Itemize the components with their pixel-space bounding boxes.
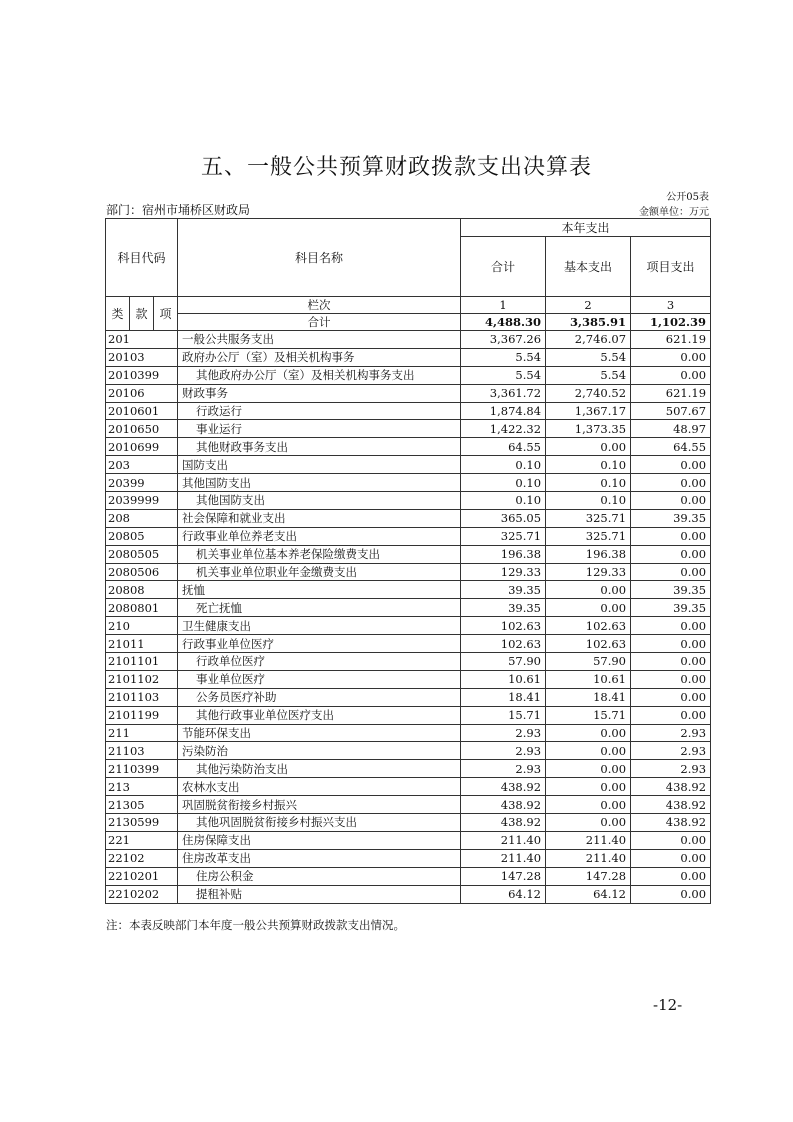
row-code: 208: [106, 509, 178, 527]
table-row: [106, 402, 711, 420]
table-row: [106, 366, 711, 384]
row-name: 节能环保支出: [178, 724, 461, 742]
table-row: [106, 796, 711, 814]
row-project: 438.92: [631, 814, 711, 832]
footnote: 注：本表反映部门本年度一般公共预算财政拨款支出情况。: [106, 918, 405, 932]
row-total: 102.63: [461, 635, 546, 653]
table-row: [106, 581, 711, 599]
row-name: 其他污染防治支出: [178, 760, 461, 778]
row-total: 438.92: [461, 814, 546, 832]
row-basic: 147.28: [546, 867, 631, 885]
row-code: 2010601: [106, 402, 178, 420]
row-basic: 57.90: [546, 653, 631, 671]
row-project: 0.00: [631, 348, 711, 366]
row-code: 2080506: [106, 563, 178, 581]
row-project: 48.97: [631, 420, 711, 438]
row-project: 39.35: [631, 509, 711, 527]
table-body: [106, 331, 711, 904]
header-code: 科目代码: [106, 219, 178, 297]
row-total: 5.54: [461, 348, 546, 366]
row-total: 3,367.26: [461, 331, 546, 349]
row-basic: 0.00: [546, 814, 631, 832]
row-name: 巩固脱贫衔接乡村振兴: [178, 796, 461, 814]
row-total: 2.93: [461, 760, 546, 778]
table-row: [106, 742, 711, 760]
row-code: 2101101: [106, 653, 178, 671]
row-total: 0.10: [461, 474, 546, 492]
row-total: 438.92: [461, 778, 546, 796]
row-code: 20103: [106, 348, 178, 366]
row-basic: 0.00: [546, 581, 631, 599]
table-row: [106, 492, 711, 510]
table-row: [106, 420, 711, 438]
row-basic: 2,740.52: [546, 384, 631, 402]
table-row: [106, 670, 711, 688]
header-lei: 类: [106, 297, 130, 331]
row-name: 行政事业单位医疗: [178, 635, 461, 653]
row-project: 0.00: [631, 867, 711, 885]
header-xiang: 项: [154, 297, 178, 331]
table-row: [106, 814, 711, 832]
row-total: 129.33: [461, 563, 546, 581]
row-basic: 196.38: [546, 545, 631, 563]
department-label: 部门：宿州市埇桥区财政局: [106, 203, 251, 217]
table-row: [106, 563, 711, 581]
header-kuan: 款: [130, 297, 154, 331]
row-code: 2080505: [106, 545, 178, 563]
row-total: 64.12: [461, 885, 546, 903]
row-name: 机关事业单位职业年金缴费支出: [178, 563, 461, 581]
row-total: 147.28: [461, 867, 546, 885]
row-code: 203: [106, 456, 178, 474]
row-code: 2101199: [106, 706, 178, 724]
row-project: 0.00: [631, 456, 711, 474]
table-row: [106, 688, 711, 706]
header-name: 科目名称: [178, 219, 461, 297]
row-code: 2110399: [106, 760, 178, 778]
table-row: [106, 545, 711, 563]
row-project: 64.55: [631, 438, 711, 456]
row-total: 1,874.84: [461, 402, 546, 420]
table-row: [106, 653, 711, 671]
row-basic: 0.00: [546, 742, 631, 760]
row-name: 政府办公厅（室）及相关机构事务: [178, 348, 461, 366]
row-name: 卫生健康支出: [178, 617, 461, 635]
header-basic: 基本支出: [546, 237, 631, 297]
row-name: 行政运行: [178, 402, 461, 420]
row-name: 事业单位医疗: [178, 670, 461, 688]
table-row: [106, 474, 711, 492]
total-project: 1,102.39: [631, 314, 711, 331]
row-total: 211.40: [461, 849, 546, 867]
table-row: [106, 438, 711, 456]
row-total: 39.35: [461, 599, 546, 617]
row-total: 211.40: [461, 831, 546, 849]
row-basic: 64.12: [546, 885, 631, 903]
row-basic: 0.00: [546, 778, 631, 796]
row-total: 5.54: [461, 366, 546, 384]
row-total: 57.90: [461, 653, 546, 671]
row-name: 行政事业单位养老支出: [178, 527, 461, 545]
table-row: [106, 760, 711, 778]
row-total: 64.55: [461, 438, 546, 456]
row-project: 621.19: [631, 331, 711, 349]
page-number: -12-: [653, 996, 683, 1014]
row-basic: 0.00: [546, 724, 631, 742]
row-basic: 0.00: [546, 760, 631, 778]
row-project: 0.00: [631, 849, 711, 867]
row-name: 住房公积金: [178, 867, 461, 885]
row-basic: 0.00: [546, 438, 631, 456]
row-code: 2010399: [106, 366, 178, 384]
row-code: 20106: [106, 384, 178, 402]
row-name: 其他巩固脱贫衔接乡村振兴支出: [178, 814, 461, 832]
row-name: 行政单位医疗: [178, 653, 461, 671]
total-label: 合计: [178, 314, 461, 331]
row-total: 365.05: [461, 509, 546, 527]
row-project: 0.00: [631, 831, 711, 849]
row-code: 221: [106, 831, 178, 849]
row-basic: 129.33: [546, 563, 631, 581]
row-basic: 325.71: [546, 509, 631, 527]
row-basic: 15.71: [546, 706, 631, 724]
row-total: 196.38: [461, 545, 546, 563]
row-total: 2.93: [461, 724, 546, 742]
row-project: 39.35: [631, 581, 711, 599]
row-basic: 18.41: [546, 688, 631, 706]
row-code: 2010650: [106, 420, 178, 438]
table-row: [106, 384, 711, 402]
row-total: 18.41: [461, 688, 546, 706]
unit-label: 金额单位：万元: [639, 207, 709, 218]
row-total: 325.71: [461, 527, 546, 545]
header-total: 合计: [461, 237, 546, 297]
row-code: 20399: [106, 474, 178, 492]
row-name: 污染防治: [178, 742, 461, 760]
row-total: 0.10: [461, 456, 546, 474]
row-project: 0.00: [631, 635, 711, 653]
lanci-3: 3: [631, 297, 711, 314]
row-name: 其他国防支出: [178, 474, 461, 492]
row-basic: 0.00: [546, 796, 631, 814]
row-name: 其他行政事业单位医疗支出: [178, 706, 461, 724]
table-row: [106, 724, 711, 742]
table-row: [106, 635, 711, 653]
row-project: 0.00: [631, 366, 711, 384]
table-row: [106, 706, 711, 724]
row-code: 21011: [106, 635, 178, 653]
row-code: 213: [106, 778, 178, 796]
table-row: [106, 778, 711, 796]
header-current-year: 本年支出: [461, 219, 711, 237]
row-code: 201: [106, 331, 178, 349]
row-project: 0.00: [631, 885, 711, 903]
row-total: 3,361.72: [461, 384, 546, 402]
row-project: 0.00: [631, 617, 711, 635]
row-code: 21103: [106, 742, 178, 760]
total-basic: 3,385.91: [546, 314, 631, 331]
table-row: [106, 885, 711, 903]
row-total: 2.93: [461, 742, 546, 760]
row-project: 0.00: [631, 688, 711, 706]
lanci-2: 2: [546, 297, 631, 314]
row-name: 其他财政事务支出: [178, 438, 461, 456]
table-row: [106, 527, 711, 545]
row-code: 2210202: [106, 885, 178, 903]
row-name: 事业运行: [178, 420, 461, 438]
row-project: 2.93: [631, 742, 711, 760]
row-total: 39.35: [461, 581, 546, 599]
row-total: 102.63: [461, 617, 546, 635]
row-basic: 5.54: [546, 366, 631, 384]
row-code: 20808: [106, 581, 178, 599]
table-row: [106, 509, 711, 527]
lanci-1: 1: [461, 297, 546, 314]
row-project: 0.00: [631, 492, 711, 510]
header-project: 项目支出: [631, 237, 711, 297]
row-total: 10.61: [461, 670, 546, 688]
row-code: 2080801: [106, 599, 178, 617]
row-name: 社会保障和就业支出: [178, 509, 461, 527]
row-name: 死亡抚恤: [178, 599, 461, 617]
row-name: 抚恤: [178, 581, 461, 599]
table-row: [106, 831, 711, 849]
row-basic: 0.10: [546, 456, 631, 474]
row-project: 39.35: [631, 599, 711, 617]
row-name: 其他国防支出: [178, 492, 461, 510]
row-basic: 0.10: [546, 474, 631, 492]
table-row: [106, 599, 711, 617]
row-name: 住房改革支出: [178, 849, 461, 867]
row-basic: 0.00: [546, 599, 631, 617]
row-code: 2130599: [106, 814, 178, 832]
row-project: 0.00: [631, 563, 711, 581]
row-basic: 1,373.35: [546, 420, 631, 438]
expenditure-table: [105, 218, 711, 904]
row-project: 0.00: [631, 653, 711, 671]
row-project: 0.00: [631, 474, 711, 492]
row-total: 1,422.32: [461, 420, 546, 438]
row-project: 507.67: [631, 402, 711, 420]
row-code: 210: [106, 617, 178, 635]
row-code: 21305: [106, 796, 178, 814]
row-code: 22102: [106, 849, 178, 867]
row-basic: 2,746.07: [546, 331, 631, 349]
row-basic: 102.63: [546, 635, 631, 653]
table-row: [106, 617, 711, 635]
row-name: 机关事业单位基本养老保险缴费支出: [178, 545, 461, 563]
table-row: [106, 331, 711, 349]
row-basic: 325.71: [546, 527, 631, 545]
row-code: 2010699: [106, 438, 178, 456]
table-row: [106, 867, 711, 885]
row-code: 20805: [106, 527, 178, 545]
row-code: 2101102: [106, 670, 178, 688]
row-total: 438.92: [461, 796, 546, 814]
row-name: 财政事务: [178, 384, 461, 402]
row-project: 438.92: [631, 796, 711, 814]
row-total: 0.10: [461, 492, 546, 510]
row-code: 2210201: [106, 867, 178, 885]
page-title: 五、一般公共预算财政拨款支出决算表: [200, 155, 592, 180]
row-basic: 211.40: [546, 831, 631, 849]
row-project: 621.19: [631, 384, 711, 402]
row-name: 住房保障支出: [178, 831, 461, 849]
row-project: 0.00: [631, 527, 711, 545]
row-code: 211: [106, 724, 178, 742]
table-row: [106, 348, 711, 366]
row-project: 0.00: [631, 670, 711, 688]
row-project: 2.93: [631, 724, 711, 742]
row-project: 0.00: [631, 706, 711, 724]
row-basic: 1,367.17: [546, 402, 631, 420]
lanci-label: 栏次: [178, 297, 461, 314]
row-name: 提租补贴: [178, 885, 461, 903]
table-row: [106, 456, 711, 474]
row-code: 2101103: [106, 688, 178, 706]
row-name: 国防支出: [178, 456, 461, 474]
row-basic: 5.54: [546, 348, 631, 366]
table-row: [106, 849, 711, 867]
row-project: 2.93: [631, 760, 711, 778]
row-code: 2039999: [106, 492, 178, 510]
row-total: 15.71: [461, 706, 546, 724]
row-project: 0.00: [631, 545, 711, 563]
form-number: 公开05表: [666, 192, 709, 203]
row-name: 农林水支出: [178, 778, 461, 796]
row-name: 公务员医疗补助: [178, 688, 461, 706]
row-name: 其他政府办公厅（室）及相关机构事务支出: [178, 366, 461, 384]
total-sum: 4,488.30: [461, 314, 546, 331]
row-basic: 10.61: [546, 670, 631, 688]
row-name: 一般公共服务支出: [178, 331, 461, 349]
row-basic: 102.63: [546, 617, 631, 635]
row-basic: 0.10: [546, 492, 631, 510]
row-project: 438.92: [631, 778, 711, 796]
row-basic: 211.40: [546, 849, 631, 867]
